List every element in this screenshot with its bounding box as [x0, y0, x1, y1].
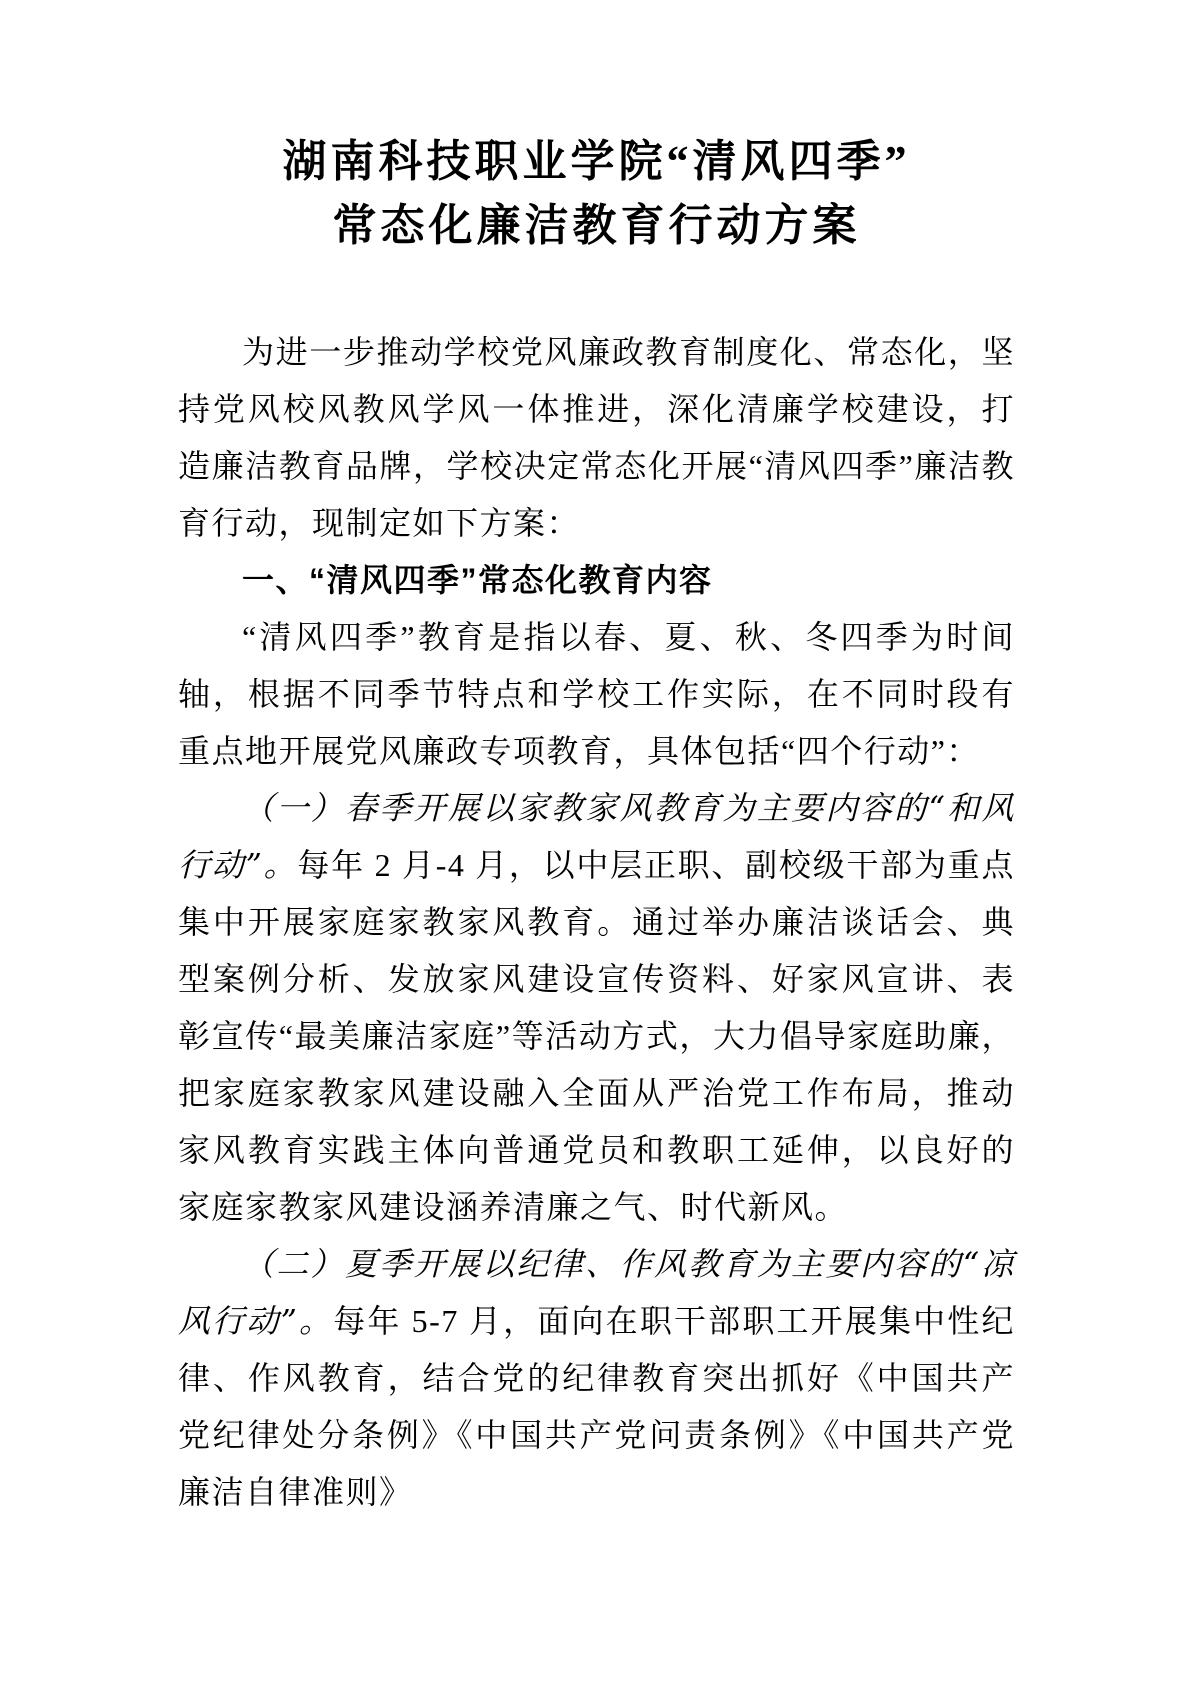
- document-title-line-2: 常态化廉洁教育行动方案: [332, 201, 861, 250]
- text-segment: 为进一步推动学校党风廉政教育制度化、常态化，坚持党风校风教风学风一体推进，深化清廉学校建设，打造廉洁教育品牌，学校决定常态化开展“清风四季”廉洁教育行动，现制定如下方案：: [178, 334, 1015, 541]
- document-title: [178, 130, 1015, 258]
- section-heading: [178, 552, 1015, 609]
- text-segment: “清风四季”教育是指以春、夏、秋、冬四季为时间轴，根据不同季节特点和学校工作实际，在不同时段有重点地开展党风廉政专项教育，具体包括“四个行动”：: [178, 619, 1015, 769]
- paragraph: [178, 1236, 1015, 1521]
- text-segment: （二）夏季开展以纪律、作风教育为主要内容的“凉风行动”。: [178, 1245, 1015, 1340]
- document-title-line-1: 湖南科技职业学院“清风四季”: [282, 137, 911, 186]
- paragraph: [178, 609, 1015, 780]
- text-segment: （一）春季开展以家教家风教育为主要内容的“和风行动”。: [178, 789, 1015, 884]
- document-body: [178, 324, 1015, 1521]
- paragraph: [178, 780, 1015, 1236]
- text-segment: 每年 2 月-4 月，以中层正职、副校级干部为重点集中开展家庭家教家风教育。通过举办廉洁谈话会、典型案例分析、发放家风建设宣传资料、好家风宣讲、表彰宣传“最美廉洁家庭”等活动方式，大力倡导家庭助廉，把家庭家教家风建设融入全面从严治党工作布局，推动家风教育实践主体向普通党员和教职工延伸，以良好的家庭家教家风建设涵养清廉之气、时代新风。: [178, 847, 1015, 1225]
- text-segment: 一、“清风四季”常态化教育内容: [242, 562, 713, 598]
- document-content: [178, 130, 1015, 1521]
- paragraph: [178, 324, 1015, 552]
- text-segment: 每年 5-7 月，面向在职干部职工开展集中性纪律、作风教育，结合党的纪律教育突出抓好《中国共产党纪律处分条例》《中国共产党问责条例》《中国共产党廉洁自律准则》: [178, 1303, 1015, 1510]
